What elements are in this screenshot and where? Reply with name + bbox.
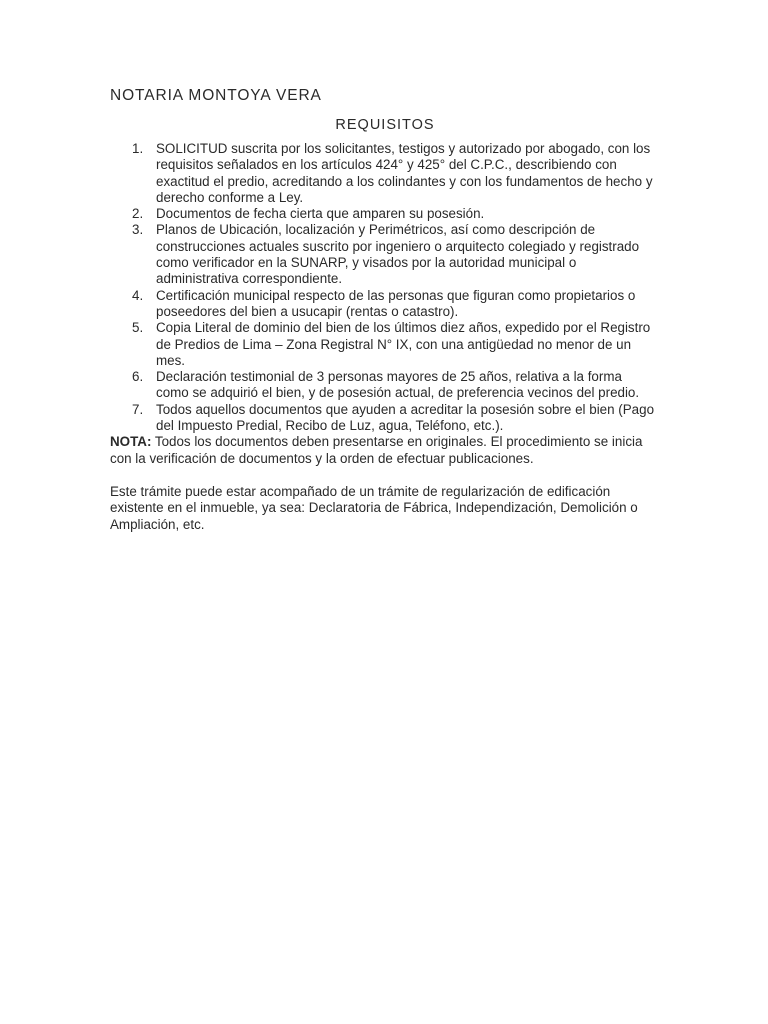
list-item: [110, 288, 658, 321]
list-item: [110, 206, 658, 222]
requirements-heading: REQUISITOS: [335, 117, 435, 133]
requirements-list: [110, 141, 658, 434]
list-item-number: 4.: [132, 287, 144, 303]
note-label: NOTA:: [110, 434, 152, 450]
list-item: [110, 402, 658, 435]
list-item-text: Copia Literal de dominio del bien de los últimos diez años, expedido por el Registro de Predios de Lima – Zona Registral N° IX, con una antigüedad no menor de un mes.: [156, 320, 651, 368]
closing-paragraph: Este trámite puede estar acompañado de un trámite de regularización de edificación existente en el inmueble, ya sea: Declaratoria de Fábrica, Independización, Demolición o Ampliación, etc.: [110, 483, 638, 532]
list-item-text: Certificación municipal respecto de las personas que figuran como propietarios o poseedores del bien a usucapir (rentas o catastro).: [156, 287, 636, 319]
list-item: [110, 320, 658, 369]
list-item-text: SOLICITUD suscrita por los solicitantes, testigos y autorizado por abogado, con los requisitos señalados en los artículos 424° y 425° del C.P.C., describiendo con exactitud el predio, acreditando a los colindantes y con los fundamentos de hecho y derecho conforme a Ley.: [156, 141, 653, 205]
document-page: [110, 86, 658, 533]
note-paragraph: [110, 434, 658, 467]
list-item-text: Documentos de fecha cierta que amparen su posesión.: [156, 206, 485, 222]
notary-office-name: NOTARIA MONTOYA VERA: [110, 87, 322, 104]
list-item-number: 1.: [132, 141, 144, 156]
list-item: [110, 141, 658, 206]
list-item-number: 5.: [132, 320, 144, 336]
note-text: Todos los documentos deben presentarse en originales. El procedimiento se inicia con la verificación de documentos y la orden de efectuar publicaciones.: [110, 434, 643, 466]
list-item-text: Todos aquellos documentos que ayuden a acreditar la posesión sobre el bien (Pago del Impuesto Predial, Recibo de Luz, agua, Teléfono, etc.).: [156, 401, 655, 434]
list-item-number: 6.: [132, 369, 144, 385]
list-item: [110, 222, 658, 287]
list-item: [110, 369, 658, 402]
list-item-text: Planos de Ubicación, localización y Perimétricos, así como descripción de construcciones actuales suscrito por ingeniero o arquitecto colegiado y registrado como verificador en la SUNARP, y visados por la autoridad municipal o administrativa correspondiente.: [156, 222, 640, 287]
list-item-number: 2.: [132, 206, 144, 222]
list-item-text: Declaración testimonial de 3 personas mayores de 25 años, relativa a la forma como se adquirió el bien, y de posesión actual, de preferencia vecinos del predio.: [156, 369, 640, 401]
list-item-number: 7.: [132, 401, 144, 417]
list-item-number: 3.: [132, 222, 144, 238]
